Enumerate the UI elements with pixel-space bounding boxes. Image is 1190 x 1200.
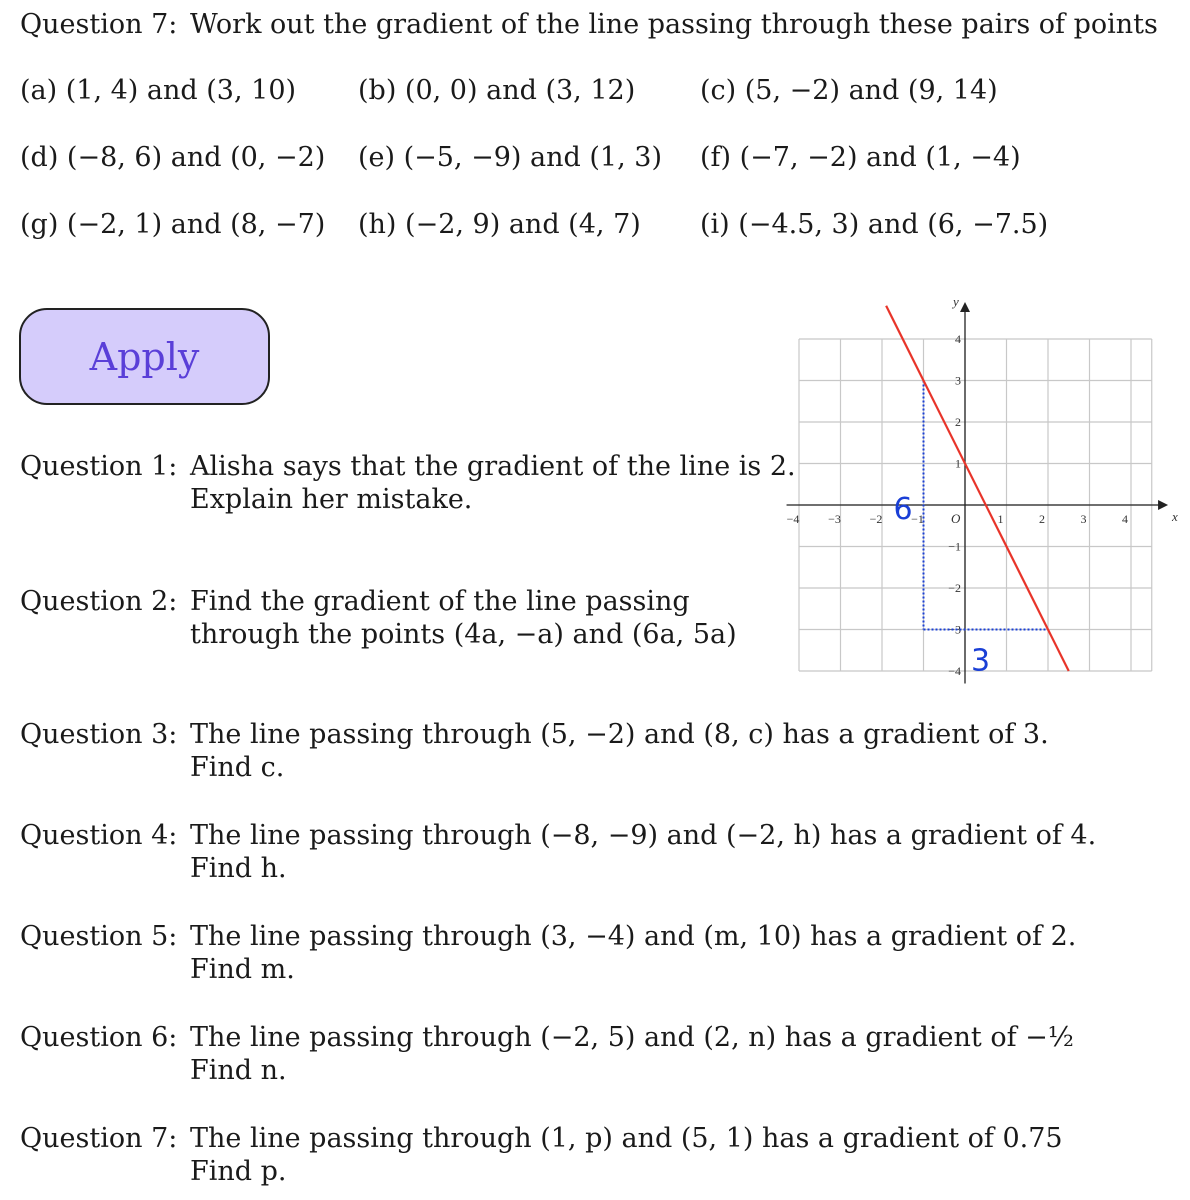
question-3-line-2: Find c. [190, 752, 285, 783]
practice-part-b: (b) (0, 0) and (3, 12) [358, 75, 636, 106]
question-6-label: Question 6: [20, 1022, 178, 1053]
question-1-line-2: Explain her mistake. [190, 484, 473, 515]
question-3-line-1: The line passing through (5, −2) and (8, c) has a gradient of 3. [190, 719, 1049, 750]
series-line [886, 306, 1069, 671]
x-tick-label: 4 [1122, 512, 1128, 526]
y-tick-label: −3 [948, 622, 961, 637]
y-tick-label: −4 [948, 664, 961, 678]
question-5-line-1: The line passing through (3, −4) and (m, 10) has a gradient of 2. [190, 921, 1077, 952]
x-tick-label: −2 [869, 512, 883, 526]
practice-part-h: (h) (−2, 9) and (4, 7) [358, 209, 641, 240]
x-axis-arrow-icon [1158, 500, 1168, 510]
y-tick-label: 4 [955, 332, 961, 346]
question-6-line-1: The line passing through (−2, 5) and (2, n) has a gradient of −½ [190, 1022, 1074, 1053]
y-tick-label: 1 [955, 456, 961, 471]
origin-label: O [951, 511, 961, 526]
x-tick-label: −1 [911, 512, 924, 526]
question-2-line-2: through the points (4a, −a) and (6a, 5a) [190, 619, 737, 650]
y-tick-label: −1 [948, 539, 961, 554]
question-1-label: Question 1: [20, 451, 178, 482]
practice-part-f: (f) (−7, −2) and (1, −4) [700, 142, 1021, 173]
question-4-line-1: The line passing through (−8, −9) and (−2, h) has a gradient of 4. [190, 820, 1097, 851]
y-tick-label: −2 [948, 581, 961, 595]
rise-annotation: 6 [893, 492, 913, 527]
question-7-line-2: Find p. [190, 1156, 287, 1187]
axes [787, 302, 1169, 684]
apply-button[interactable]: Apply [19, 308, 270, 405]
practice-part-e: (e) (−5, −9) and (1, 3) [358, 142, 662, 173]
practice-part-a: (a) (1, 4) and (3, 10) [20, 75, 297, 106]
question-7-label: Question 7: [20, 1123, 178, 1154]
question-5-line-2: Find m. [190, 954, 295, 985]
run-annotation: 3 [971, 643, 991, 679]
y-tick-label: 2 [955, 415, 961, 429]
question-4-label: Question 4: [20, 820, 178, 851]
coordinate-graph [785, 293, 1178, 690]
question-2-label: Question 2: [20, 586, 178, 617]
y-axis-label: y [953, 293, 959, 309]
y-tick-label: 3 [955, 373, 961, 388]
x-tick-label: −3 [828, 512, 841, 526]
annotations [894, 492, 991, 679]
x-tick-label: −4 [786, 512, 800, 526]
question-1-line-1: Alisha says that the gradient of the line is 2. [190, 451, 796, 482]
question-2-line-1: Find the gradient of the line passing [190, 586, 690, 617]
tick-labels [787, 294, 1178, 678]
x-tick-label: 3 [1080, 512, 1087, 526]
question-3-label: Question 3: [20, 719, 178, 750]
question-6-line-2: Find n. [190, 1055, 287, 1086]
question-4-line-2: Find h. [190, 853, 287, 884]
x-tick-label: 1 [997, 512, 1004, 526]
practice-question-label: Question 7: [20, 9, 178, 40]
practice-part-c: (c) (5, −2) and (9, 14) [700, 75, 998, 106]
practice-part-i: (i) (−4.5, 3) and (6, −7.5) [700, 209, 1049, 240]
x-axis-label: x [1172, 509, 1178, 524]
practice-part-d: (d) (−8, 6) and (0, −2) [20, 142, 326, 173]
plotted-line [886, 306, 1069, 671]
y-axis-arrow-icon [960, 302, 970, 312]
question-7-line-1: The line passing through (1, p) and (5, 1) has a gradient of 0.75 [190, 1123, 1063, 1154]
practice-question-prompt: Work out the gradient of the line passing through these pairs of points [190, 9, 1158, 40]
x-tick-label: 2 [1039, 512, 1045, 526]
practice-part-g: (g) (−2, 1) and (8, −7) [20, 209, 326, 240]
question-5-label: Question 5: [20, 921, 178, 952]
